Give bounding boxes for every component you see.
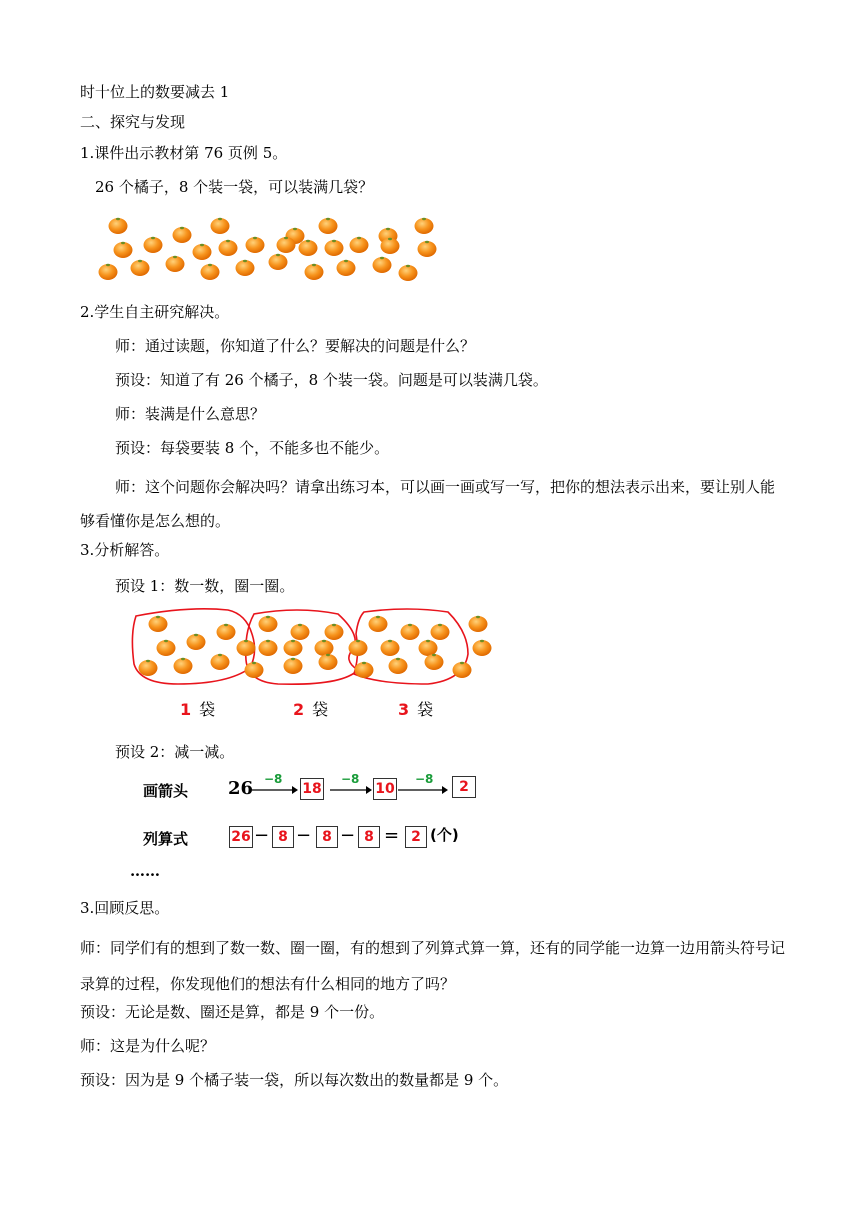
- text-paragraph: 师：同学们有的想到了数一数、圈一圈，有的想到了列算式算一算，还有的同学能一边算一边用箭头符号记录算的过程，你发现他们的想法有什么相同的地方了吗？: [80, 939, 786, 993]
- text-line: 26 个橘子，8 个装一袋，可以装满几袋？: [95, 178, 374, 196]
- orange-icon: [245, 662, 264, 678]
- text-line: 师：这是为什么呢？: [80, 1037, 216, 1055]
- orange-icon: [139, 660, 158, 676]
- orange-icon: [259, 616, 278, 632]
- orange-icon: [315, 640, 334, 656]
- orange-icon: [217, 624, 236, 640]
- orange-icon: [401, 624, 420, 640]
- start-number: 26: [228, 778, 254, 799]
- orange-icon: [399, 265, 418, 281]
- arrow-method-label: 画箭头: [143, 782, 189, 800]
- orange-icon: [211, 218, 230, 234]
- formula-box: 26: [229, 826, 253, 848]
- orange-icon: [419, 640, 438, 656]
- oranges-illustration: [90, 212, 450, 292]
- formula-method-label: 列算式: [143, 830, 189, 848]
- text-line: 师：装满是什么意思？: [115, 405, 266, 423]
- orange-icon: [284, 658, 303, 674]
- minus-sign: −: [340, 825, 356, 846]
- orange-icon: [187, 634, 206, 650]
- orange-icon: [418, 241, 437, 257]
- text-line: 预设：知道了有 26 个橘子，8 个装一袋。问题是可以装满几袋。: [115, 371, 548, 389]
- section-heading: 二、探究与发现: [80, 113, 186, 131]
- arrow-step-label: −8: [415, 772, 434, 786]
- orange-icon: [350, 237, 369, 253]
- orange-icon: [149, 616, 168, 632]
- orange-icon: [319, 218, 338, 234]
- orange-icon: [305, 264, 324, 280]
- orange-icon: [431, 624, 450, 640]
- orange-icon: [237, 640, 256, 656]
- result-box: 2: [452, 776, 476, 798]
- text-paragraph: 师：这个问题你会解决吗？请拿出练习本，可以画一画或写一写，把你的想法表示出来，要让别人能够看懂你是怎么想的。: [80, 478, 776, 530]
- orange-icon: [131, 260, 150, 276]
- orange-icon: [425, 654, 444, 670]
- orange-icon: [473, 640, 492, 656]
- orange-icon: [469, 616, 488, 632]
- formula-box: 8: [272, 826, 294, 848]
- orange-icon: [325, 624, 344, 640]
- orange-icon: [415, 218, 434, 234]
- orange-icon: [193, 244, 212, 260]
- orange-icon: [291, 624, 310, 640]
- orange-icon: [349, 640, 368, 656]
- orange-icon: [299, 240, 318, 256]
- arrow-step-label: −8: [341, 772, 360, 786]
- orange-icon: [166, 256, 185, 272]
- ellipsis: ……: [130, 862, 160, 880]
- text-line: 3.回顾反思。: [80, 899, 170, 917]
- bag-label: 2 袋: [293, 700, 329, 719]
- formula-box: 8: [316, 826, 338, 848]
- orange-icon: [157, 640, 176, 656]
- text-line: 预设 2：减一减。: [115, 743, 235, 761]
- orange-icon: [99, 264, 118, 280]
- orange-icon: [173, 227, 192, 243]
- arrow-step-label: −8: [264, 772, 283, 786]
- text-line: 预设 1：数一数，圈一圈。: [115, 577, 295, 595]
- orange-icon: [453, 662, 472, 678]
- orange-icon: [144, 237, 163, 253]
- orange-icon: [355, 662, 374, 678]
- text-line: 1.课件出示教材第 76 页例 5。: [80, 144, 288, 162]
- orange-icon: [284, 640, 303, 656]
- orange-icon: [381, 238, 400, 254]
- orange-icon: [277, 237, 296, 253]
- bag-label: 1 袋: [180, 700, 216, 719]
- equals-sign: =: [384, 825, 400, 846]
- bag-label: 3 袋: [398, 700, 434, 719]
- result-box: 18: [300, 778, 324, 800]
- orange-icon: [211, 654, 230, 670]
- orange-icon: [236, 260, 255, 276]
- text-line: 2.学生自主研究解决。: [80, 303, 230, 321]
- text-line: 时十位上的数要减去 1: [80, 83, 230, 101]
- orange-icon: [337, 260, 356, 276]
- unit-label: (个): [430, 826, 459, 844]
- orange-icon: [201, 264, 220, 280]
- orange-icon: [114, 242, 133, 258]
- orange-icon: [246, 237, 265, 253]
- orange-icon: [381, 640, 400, 656]
- formula-box: 2: [405, 826, 427, 848]
- minus-sign: −: [254, 825, 270, 846]
- circled-oranges-illustration: [128, 604, 498, 690]
- text-line: 预设：每袋要装 8 个，不能多也不能少。: [115, 439, 390, 457]
- text-line: 3.分析解答。: [80, 541, 170, 559]
- minus-sign: −: [296, 825, 312, 846]
- result-box: 10: [373, 778, 397, 800]
- orange-icon: [369, 616, 388, 632]
- orange-icon: [373, 257, 392, 273]
- formula-box: 8: [358, 826, 380, 848]
- orange-icon: [269, 254, 288, 270]
- text-line: 预设：因为是 9 个橘子装一袋，所以每次数出的数量都是 9 个。: [80, 1071, 509, 1089]
- orange-icon: [259, 640, 278, 656]
- orange-icon: [109, 218, 128, 234]
- orange-icon: [174, 658, 193, 674]
- text-line: 师：通过读题，你知道了什么？要解决的问题是什么？: [115, 337, 476, 355]
- orange-icon: [389, 658, 408, 674]
- orange-icon: [325, 240, 344, 256]
- text-line: 预设：无论是数、圈还是算，都是 9 个一份。: [80, 1003, 385, 1021]
- orange-icon: [219, 240, 238, 256]
- orange-icon: [319, 654, 338, 670]
